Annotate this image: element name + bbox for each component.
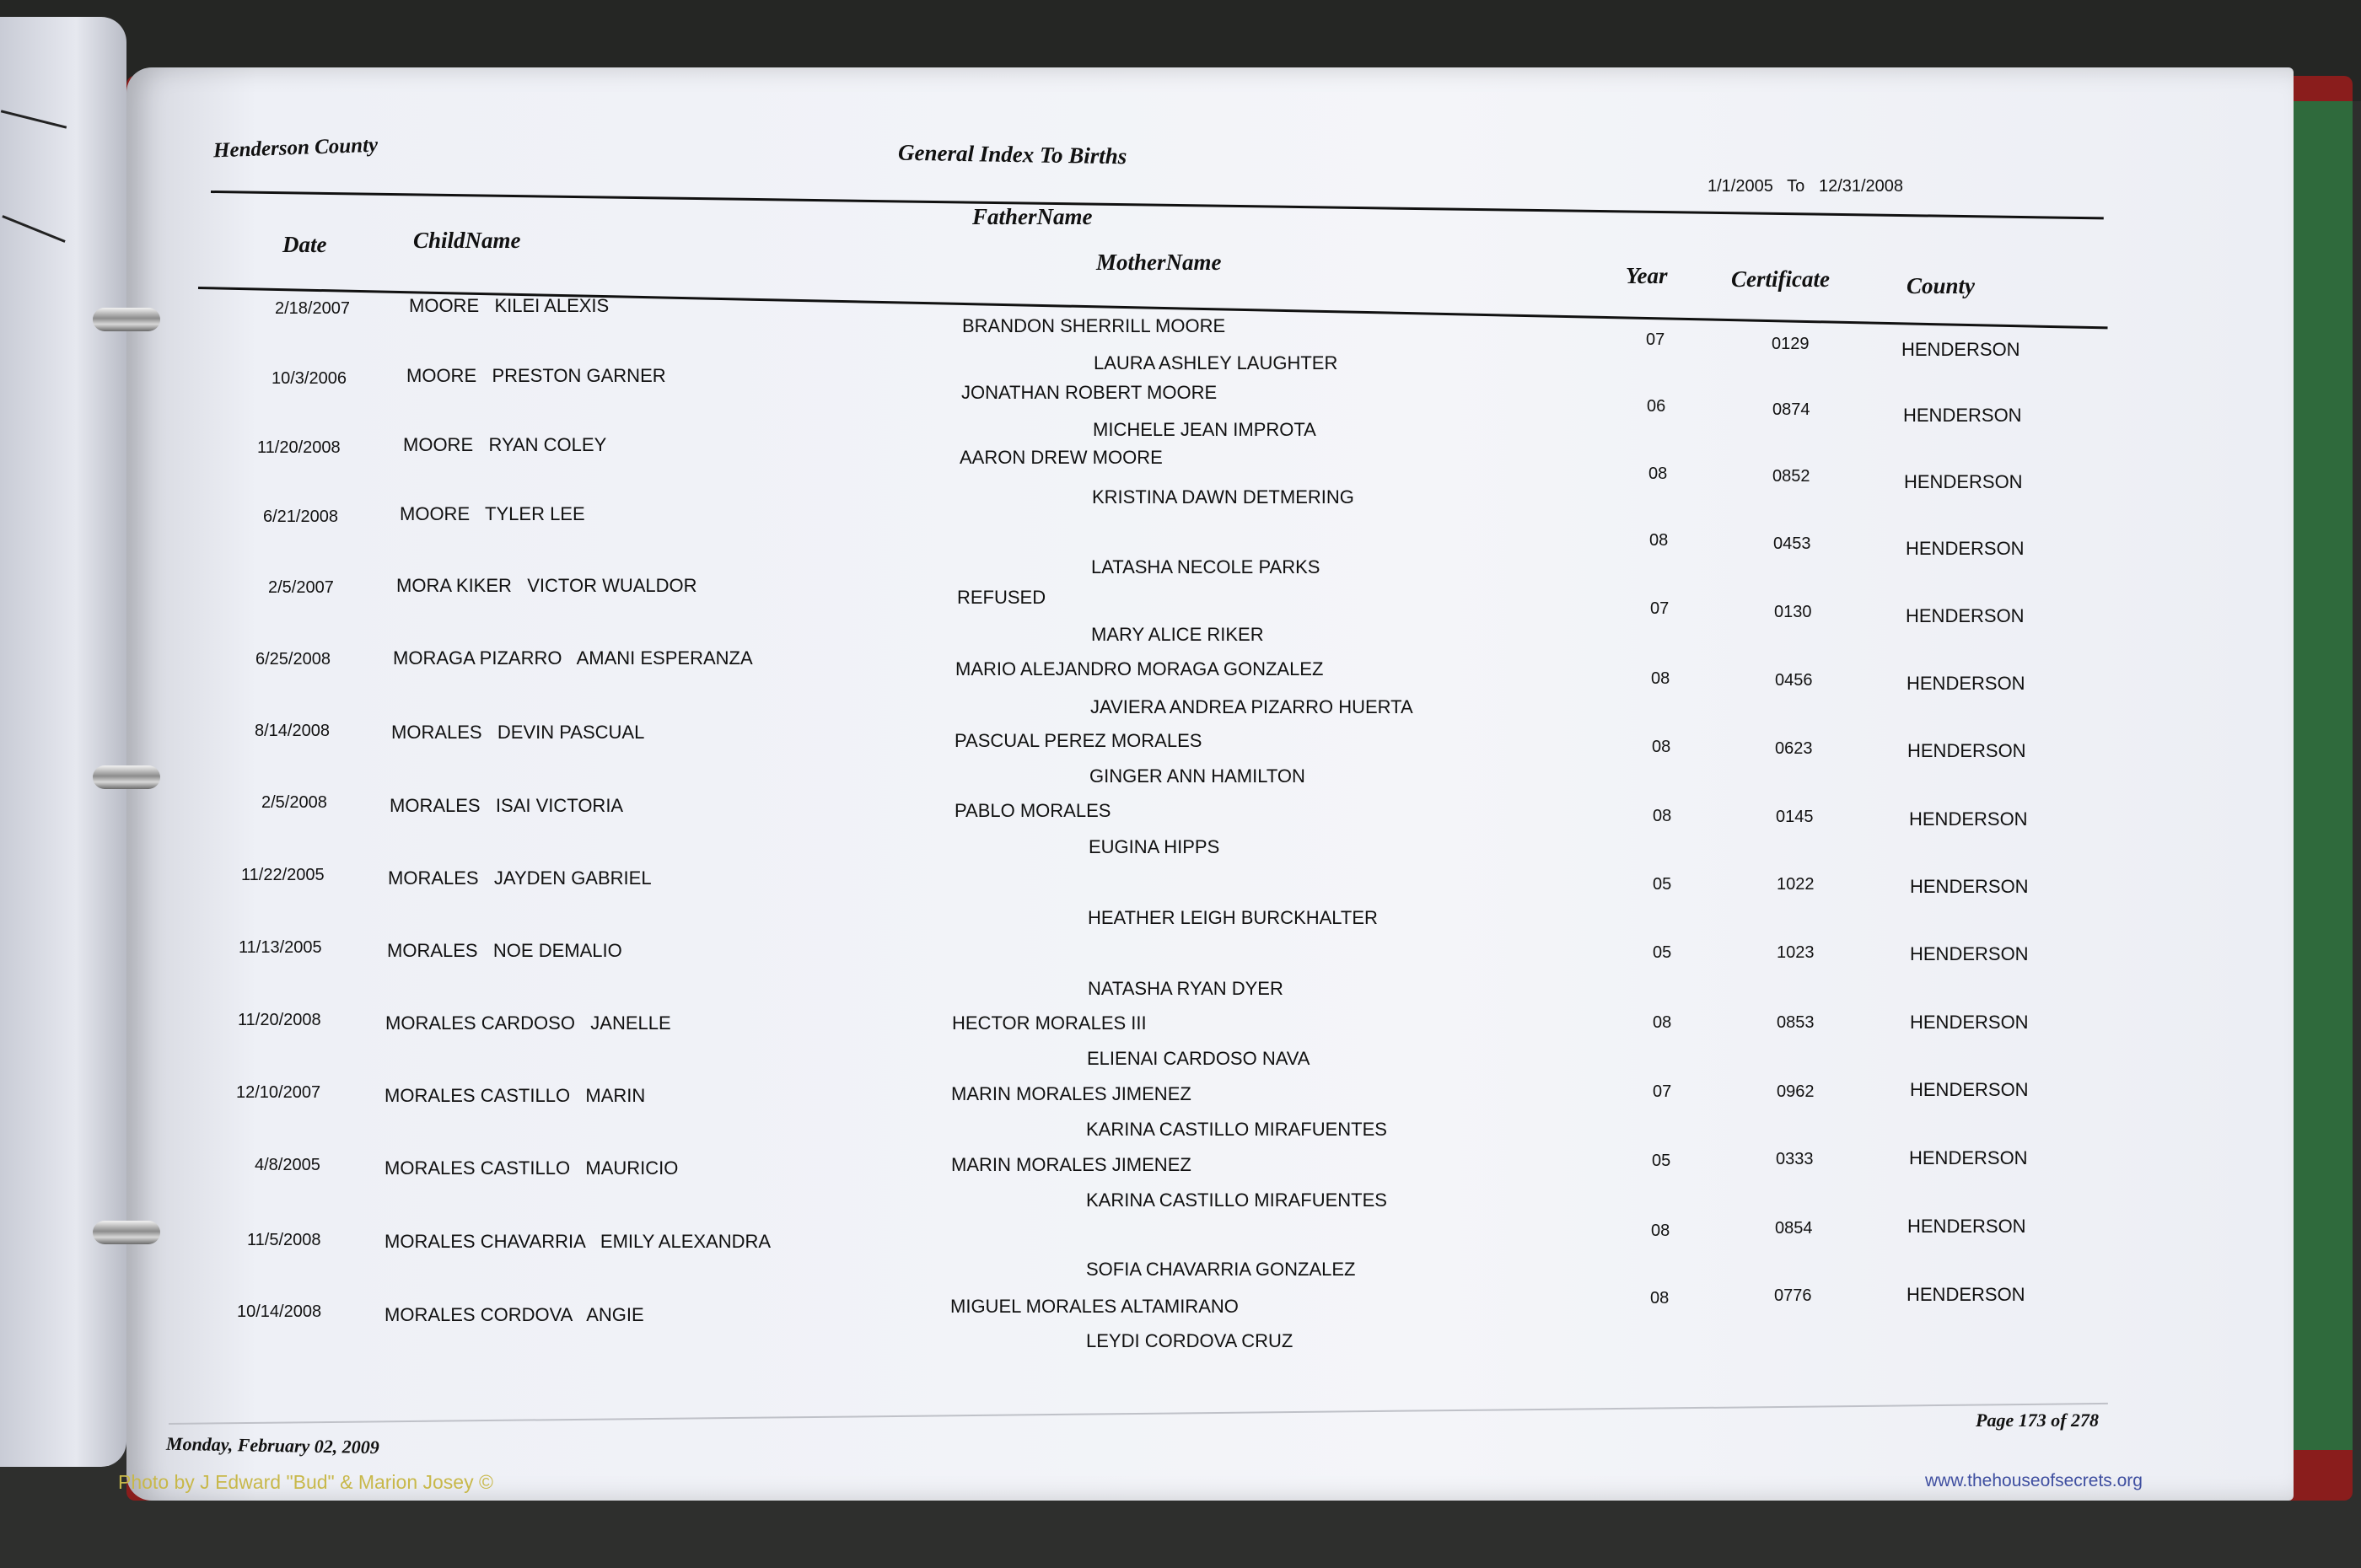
record-year: 06: [1647, 397, 1666, 416]
record-child: MORALES DEVIN PASCUAL: [391, 722, 645, 743]
record-county: HENDERSON: [1903, 405, 2022, 426]
record-father: MIGUEL MORALES ALTAMIRANO: [950, 1296, 1239, 1317]
page-number: Page 173 of 278: [1976, 1410, 2100, 1431]
record-child: MORALES NOE DEMALIO: [387, 940, 622, 961]
record-child: MOORE KILEI ALEXIS: [409, 295, 610, 316]
record-county: HENDERSON: [1906, 538, 2025, 559]
record-date: 11/5/2008: [247, 1231, 321, 1249]
record-mother: SOFIA CHAVARRIA GONZALEZ: [1086, 1259, 1356, 1280]
record-child: MORALES CORDOVA ANGIE: [385, 1304, 644, 1325]
binder-ring: [93, 765, 160, 789]
record-county: HENDERSON: [1910, 1012, 2029, 1033]
record-year: 05: [1653, 875, 1672, 894]
record-year: 08: [1649, 531, 1669, 550]
record-mother: HEATHER LEIGH BURCKHALTER: [1088, 907, 1378, 928]
record-certificate: 0145: [1776, 808, 1814, 826]
record-father: HECTOR MORALES III: [952, 1012, 1147, 1034]
record-father: PASCUAL PEREZ MORALES: [955, 730, 1202, 751]
record-date: 12/10/2007: [236, 1083, 321, 1102]
left-page-mark: [1, 110, 67, 128]
record-county: HENDERSON: [1901, 339, 2020, 360]
record-certificate: 0852: [1772, 467, 1810, 486]
column-header-child: ChildName: [413, 228, 521, 253]
record-date: 11/20/2008: [238, 1011, 321, 1029]
record-certificate: 0453: [1773, 534, 1811, 553]
record-mother: KRISTINA DAWN DETMERING: [1092, 486, 1354, 507]
record-child: MORALES ISAI VICTORIA: [390, 795, 624, 816]
record-date: 2/5/2007: [268, 578, 334, 597]
record-date: 2/18/2007: [275, 299, 350, 318]
record-mother: KARINA CASTILLO MIRAFUENTES: [1086, 1189, 1387, 1211]
record-father: BRANDON SHERRILL MOORE: [962, 315, 1226, 336]
binder-tab: [2294, 101, 2353, 1450]
record-date: 10/14/2008: [237, 1302, 322, 1321]
record-child: MOORE PRESTON GARNER: [406, 365, 666, 386]
record-date: 10/3/2006: [272, 369, 347, 388]
record-year: 08: [1651, 669, 1670, 688]
binder-ring: [93, 1221, 160, 1244]
record-year: 08: [1653, 807, 1672, 825]
record-year: 08: [1651, 1222, 1670, 1240]
record-father: MARIN MORALES JIMENEZ: [951, 1083, 1191, 1104]
record-mother: ELIENAI CARDOSO NAVA: [1087, 1048, 1310, 1069]
record-father: JONATHAN ROBERT MOORE: [961, 382, 1218, 403]
record-certificate: 0962: [1777, 1082, 1815, 1101]
record-year: 05: [1652, 1152, 1671, 1170]
record-date: 11/20/2008: [257, 438, 341, 457]
record-child: MORALES CHAVARRIA EMILY ALEXANDRA: [385, 1231, 772, 1252]
column-header-county: County: [1907, 273, 1976, 298]
record-certificate: 1023: [1777, 943, 1815, 962]
record-father: MARIN MORALES JIMENEZ: [951, 1154, 1191, 1175]
record-year: 08: [1652, 738, 1671, 756]
record-mother: MICHELE JEAN IMPROTA: [1093, 419, 1316, 440]
record-mother: MARY ALICE RIKER: [1091, 624, 1264, 645]
record-county: HENDERSON: [1910, 1079, 2029, 1100]
record-county: HENDERSON: [1907, 1216, 2026, 1237]
record-year: 07: [1646, 330, 1665, 349]
record-child: MORA KIKER VICTOR WUALDOR: [396, 575, 697, 596]
record-child: MOORE RYAN COLEY: [403, 434, 607, 455]
record-year: 08: [1648, 464, 1668, 483]
record-father: PABLO MORALES: [955, 800, 1111, 821]
page-title: General Index To Births: [897, 139, 1127, 169]
record-mother: NATASHA RYAN DYER: [1088, 978, 1283, 999]
record-date: 11/22/2005: [241, 866, 325, 884]
record-child: MOORE TYLER LEE: [400, 503, 585, 524]
county-heading: Henderson County: [212, 133, 379, 163]
record-county: HENDERSON: [1904, 471, 2023, 492]
record-certificate: 0333: [1776, 1150, 1814, 1168]
record-date: 6/21/2008: [263, 507, 338, 526]
record-date: 4/8/2005: [255, 1156, 320, 1174]
record-certificate: 1022: [1777, 875, 1815, 894]
record-year: 07: [1653, 1082, 1672, 1101]
record-mother: GINGER ANN HAMILTON: [1089, 765, 1305, 787]
record-child: MORALES CARDOSO JANELLE: [385, 1012, 671, 1034]
record-county: HENDERSON: [1907, 673, 2025, 694]
column-header-date: Date: [282, 232, 327, 257]
record-mother: LATASHA NECOLE PARKS: [1091, 556, 1320, 577]
binder-ring: [93, 308, 160, 331]
record-mother: EUGINA HIPPS: [1089, 836, 1220, 857]
date-range: 1/1/2005 To 12/31/2008: [1708, 177, 1904, 196]
record-county: HENDERSON: [1907, 1284, 2025, 1305]
print-date: Monday, February 02, 2009: [165, 1432, 380, 1458]
record-date: 11/13/2005: [239, 938, 322, 957]
record-certificate: 0456: [1775, 671, 1813, 690]
record-mother: KARINA CASTILLO MIRAFUENTES: [1086, 1119, 1387, 1140]
record-father: REFUSED: [957, 587, 1046, 608]
record-child: MORAGA PIZARRO AMANI ESPERANZA: [393, 647, 753, 669]
left-page-mark: [2, 215, 65, 243]
column-header-father: FatherName: [972, 204, 1093, 229]
record-mother: JAVIERA ANDREA PIZARRO HUERTA: [1090, 696, 1413, 717]
record-mother: LEYDI CORDOVA CRUZ: [1086, 1330, 1293, 1351]
record-certificate: 0130: [1774, 603, 1812, 621]
record-county: HENDERSON: [1909, 808, 2028, 830]
column-header-year: Year: [1626, 263, 1668, 288]
photo-credit: Photo by J Edward "Bud" & Marion Josey ©: [118, 1471, 493, 1493]
website-watermark: www.thehouseofsecrets.org: [1925, 1471, 2143, 1490]
record-certificate: 0129: [1772, 335, 1810, 353]
record-year: 05: [1653, 943, 1672, 962]
record-child: MORALES JAYDEN GABRIEL: [388, 867, 652, 889]
record-year: 07: [1650, 599, 1670, 618]
record-year: 08: [1653, 1013, 1672, 1032]
record-date: 8/14/2008: [255, 722, 330, 740]
record-county: HENDERSON: [1907, 740, 2026, 761]
record-date: 6/25/2008: [255, 650, 331, 669]
record-year: 08: [1650, 1289, 1670, 1308]
record-father: MARIO ALEJANDRO MORAGA GONZALEZ: [955, 658, 1324, 679]
record-child: MORALES CASTILLO MAURICIO: [385, 1157, 679, 1179]
record-certificate: 0874: [1772, 400, 1810, 419]
left-page: [0, 17, 126, 1467]
record-certificate: 0623: [1775, 739, 1813, 758]
record-date: 2/5/2008: [261, 793, 327, 812]
record-county: HENDERSON: [1909, 1147, 2028, 1168]
record-father: AARON DREW MOORE: [960, 447, 1163, 468]
record-child: MORALES CASTILLO MARIN: [385, 1085, 646, 1106]
record-certificate: 0853: [1777, 1013, 1815, 1032]
record-county: HENDERSON: [1910, 943, 2029, 964]
record-county: HENDERSON: [1910, 876, 2029, 897]
record-mother: LAURA ASHLEY LAUGHTER: [1094, 352, 1338, 373]
record-certificate: 0776: [1774, 1286, 1812, 1305]
record-county: HENDERSON: [1906, 605, 2025, 626]
column-header-mother: MotherName: [1096, 250, 1222, 275]
column-header-certificate: Certificate: [1731, 266, 1830, 292]
record-certificate: 0854: [1775, 1219, 1813, 1238]
